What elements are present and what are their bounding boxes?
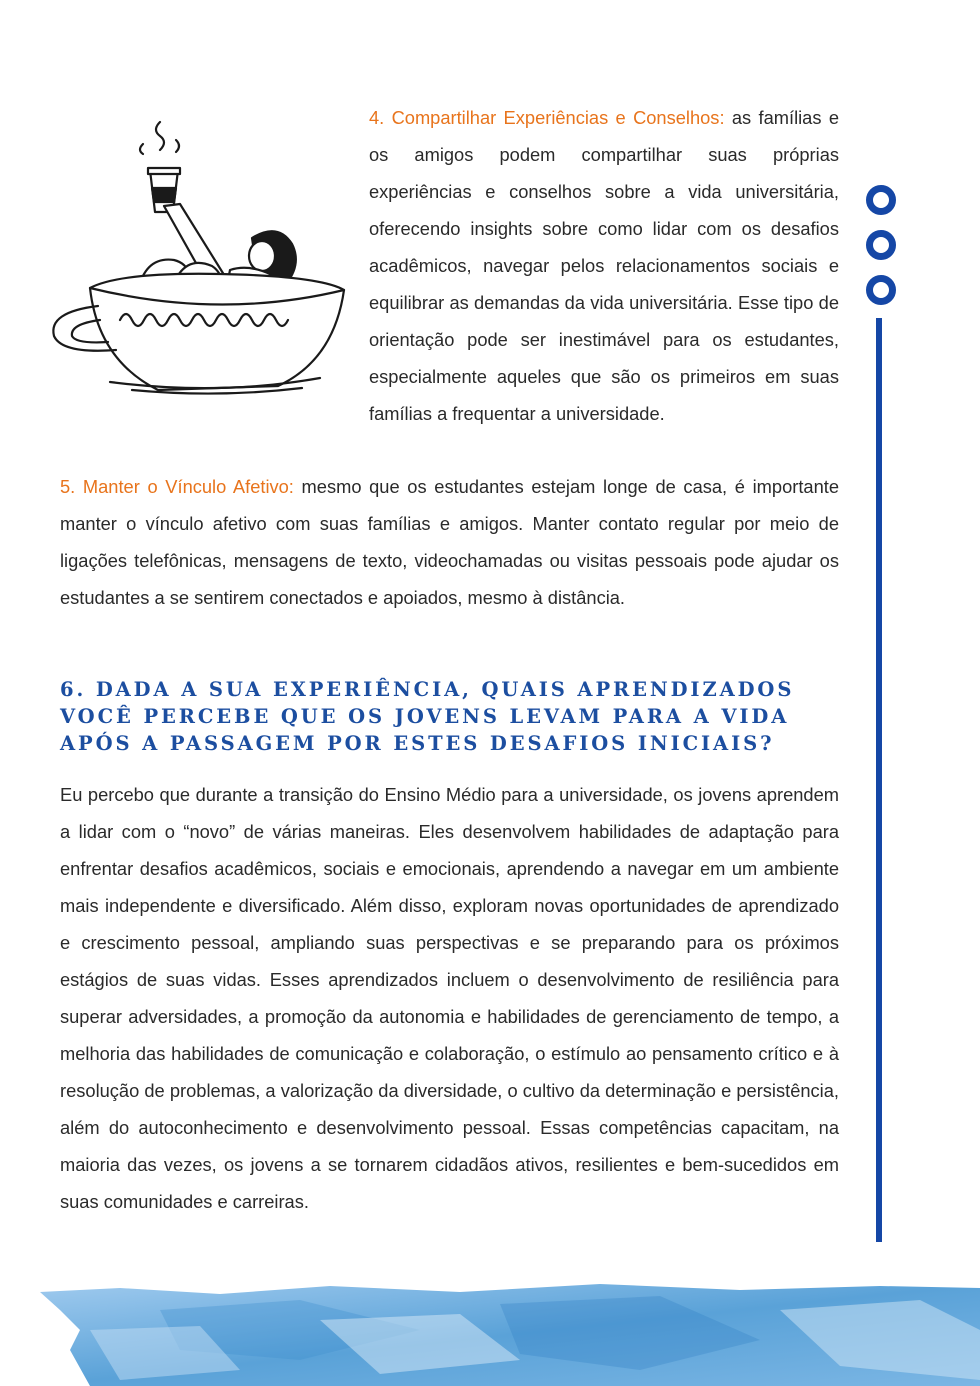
item-5-paragraph: [60, 468, 839, 616]
question-6-answer: Eu percebo que durante a transição do Ensino Médio para a universidade, os jovens aprendem a lidar com o “novo” de várias maneiras. Eles desenvolvem habilidades de adaptação para enfrentar desafios acadêmicos, sociais e emocionais, aprendendo a navegar em um ambiente mais independente e diversificado. Além disso, exploram novas oportunidades de aprendizado e crescimento pessoal, ampliando suas perspectivas e se preparando para os próximos estágios de suas vidas. Esses aprendizados incluem o desenvolvimento de resiliência para superar adversidades, a promoção da autonomia e habilidades de gerenciamento de tempo, a melhoria das habilidades de comunicação e colaboração, o estímulo ao pensamento crítico e à resolução de problemas, a valorização da diversidade, o cultivo da determinação e persistência, além do autoconhecimento e desenvolvimento pessoal. Essas competências capacitam, na maioria das vezes, os jovens a se tornarem cidadãos ativos, resilientes e bem-sucedidos em suas comunidades e carreiras.: [60, 784, 839, 1212]
item-4-paragraph: [369, 99, 839, 432]
item-5-label: 5. Manter o Vínculo Afetivo:: [60, 476, 294, 497]
item-4-text: as famílias e os amigos podem compartilhar suas próprias experiências e conselhos sobre a vida universitária, oferecendo insights sobre como lidar com os desafios acadêmicos, navegar pelos relacionamentos sociais e equilibrar as demandas da vida universitária. Esse tipo de orientação pode ser inestimável para os estudantes, especialmente aqueles que são os primeiros em suas famílias a frequentar a universidade.: [369, 107, 839, 424]
ring-icon: [866, 230, 896, 260]
question-6-heading: 6. DADA A SUA EXPERIÊNCIA, QUAIS APRENDIZADOS VOCÊ PERCEBE QUE OS JOVENS LEVAM PARA A VIDA APÓS A PASSAGEM POR ESTES DESAFIOS INICIAIS?: [60, 678, 795, 755]
ring-icon: [866, 185, 896, 215]
item-4-label: 4. Compartilhar Experiências e Conselhos:: [369, 107, 725, 128]
watercolor-footer-decoration: [0, 1270, 980, 1386]
ring-icon: [866, 275, 896, 305]
item-5-text: mesmo que os estudantes estejam longe de casa, é importante manter o vínculo afetivo com suas famílias e amigos. Manter contato regular por meio de ligações telefônicas, mensagens de texto, videochamadas ou visitas pessoais pode ajudar os estudantes a se sentirem conectados e apoiados, mesmo à distância.: [60, 476, 839, 608]
woman-in-coffee-cup-illustration: [40, 110, 350, 410]
vertical-divider: [876, 318, 882, 1242]
